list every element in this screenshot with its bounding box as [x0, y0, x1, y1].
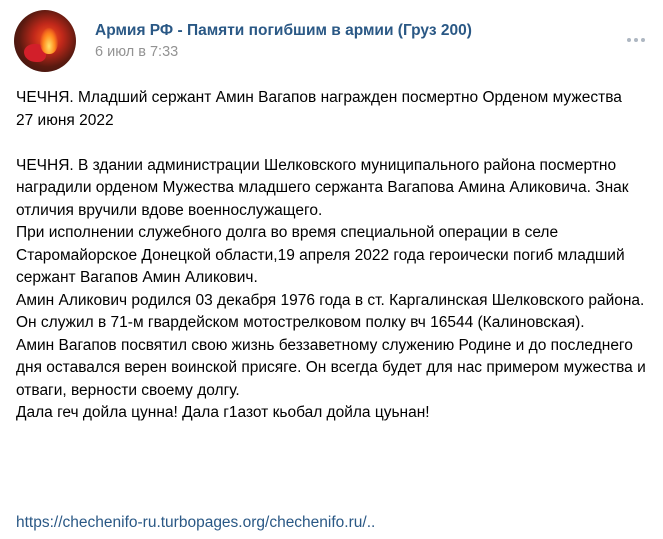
post-paragraph: При исполнении служебного долга во время специальной операции в селе Старомайорское Донецкой области,19 апреля 2022 года героически погиб младший сержант Вагапов Амин Аликович.	[16, 224, 625, 286]
group-avatar[interactable]	[14, 10, 76, 72]
source-link[interactable]: https://chechenifo-ru.turbopages.org/chechenifo.ru/..	[16, 514, 376, 531]
dot	[641, 38, 645, 42]
post-paragraph: Дала геч дойла цунна! Дала г1азот кьобал дойла цуьнан!	[16, 404, 430, 421]
post-date-link[interactable]: 6 июл в 7:33	[95, 44, 179, 60]
post-headline-date: 27 июня 2022	[16, 111, 114, 129]
group-name-link[interactable]: Армия РФ - Памяти погибшим в армии (Груз 200)	[95, 22, 472, 39]
post-headline: ЧЕЧНЯ. Младший сержант Амин Вагапов награжден посмертно Орденом мужества	[16, 89, 622, 106]
post-text	[16, 87, 646, 425]
post-paragraph: Амин Вагапов посвятил свою жизнь беззаветному служению Родине и до последнего дня оставался верен воинской присяге. Он всегда будет для нас примером мужества и отваги, верности своему долгу.	[16, 336, 646, 399]
more-dots-icon[interactable]	[623, 34, 649, 46]
dot	[634, 38, 638, 42]
post-paragraph: Амин Аликович родился 03 декабря 1976 года в ст. Каргалинская Шелковского района. Он служил в 71-м гвардейском мотострелковом полку вч 16544 (Калиновская).	[16, 291, 645, 331]
avatar-flame-icon	[40, 28, 58, 54]
spacer	[16, 132, 646, 155]
post-paragraph: ЧЕЧНЯ. В здании администрации Шелковского муниципального района посмертно наградили орденом Мужества младшего сержанта Вагапова Амина Аликовича. Знак отличия вручили вдове военнослужащего.	[16, 156, 629, 219]
dot	[627, 38, 631, 42]
